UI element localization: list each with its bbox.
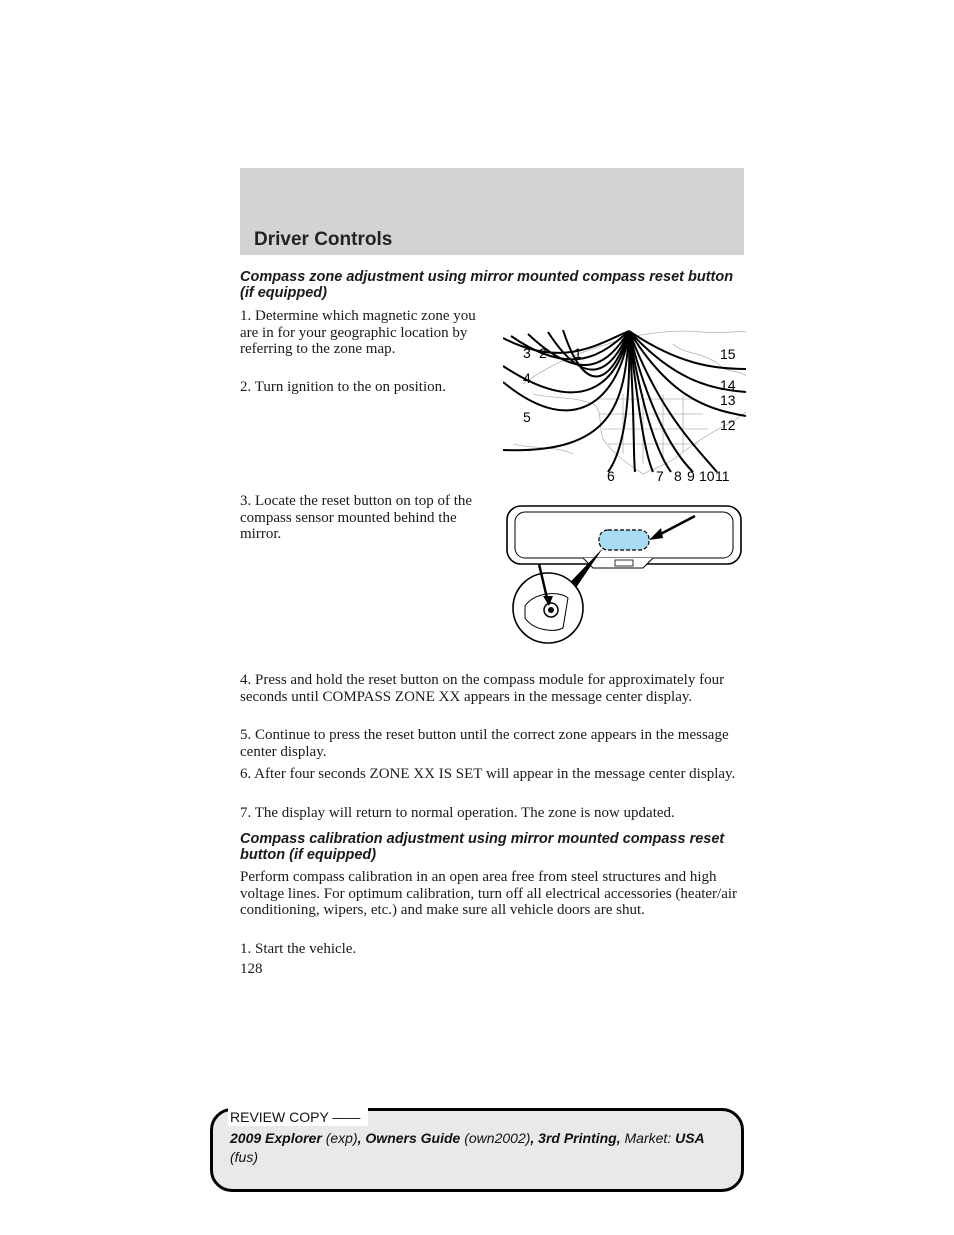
footer-market-label: Market: — [624, 1130, 672, 1146]
compass-module-highlight — [599, 530, 649, 550]
zone-label: 4 — [523, 370, 531, 386]
header-band — [240, 168, 744, 255]
calibration-intro: Perform compass calibration in an open area free from steel structures and high voltage lines. For optimum calibration, turn off all electrical accessories (heater/air conditioning, wipers, etc.) and make sure all vehicle doors are shut. — [240, 869, 738, 918]
zone-step-1: 1. Determine which magnetic zone you are in for your geographic location by referring to the zone map. — [240, 308, 476, 357]
zone-label: 8 — [674, 468, 682, 484]
zone-step-5: 5. Continue to press the reset button until the correct zone appears in the message center display. — [240, 727, 729, 760]
zone-label: 11 — [715, 468, 730, 484]
footer-model-code: (exp) — [325, 1130, 358, 1146]
zone-label: 6 — [607, 468, 615, 484]
zone-step-3: 3. Locate the reset button on top of the compass sensor mounted behind the mirror. — [240, 493, 473, 542]
zone-label: 14 — [720, 377, 736, 393]
zone-label: 7 — [656, 468, 664, 484]
footer-edition-line — [230, 1130, 705, 1147]
magnetic-zone-map — [503, 324, 746, 486]
zone-step-2: 2. Turn ignition to the on position. — [240, 379, 446, 395]
footer-model: 2009 Explorer — [230, 1130, 322, 1146]
zone-label: 1 — [574, 345, 582, 361]
footer-market-code: (fus) — [230, 1149, 258, 1165]
zone-label: 13 — [720, 392, 736, 408]
zone-label: 12 — [720, 417, 736, 433]
zone-label: 10 — [699, 468, 715, 484]
review-copy-label: REVIEW COPY —— — [230, 1109, 361, 1125]
zone-label: 5 — [523, 409, 531, 425]
footer-market: USA — [675, 1130, 705, 1146]
zone-step-6: 6. After four seconds ZONE XX IS SET will appear in the message center display. — [240, 766, 736, 782]
reset-button-center — [548, 607, 554, 613]
zone-step-4: 4. Press and hold the reset button on the compass module for approximately four seconds until COMPASS ZONE XX appears in the message center display. — [240, 672, 725, 705]
footer-guide: , Owners Guide — [357, 1130, 461, 1146]
footer-guide-code: (own2002) — [464, 1130, 531, 1146]
calibration-heading: Compass calibration adjustment using mirror mounted compass reset button (if equipped) — [240, 831, 725, 863]
zone-adjustment-heading: Compass zone adjustment using mirror mounted compass reset button (if equipped) — [240, 269, 734, 301]
zone-step-7: 7. The display will return to normal operation. The zone is now updated. — [240, 805, 675, 821]
zone-label: 9 — [687, 468, 695, 484]
zone-label: 2 — [539, 345, 547, 361]
rearview-mirror-illustration — [503, 498, 746, 648]
page-number: 128 — [240, 961, 263, 977]
page-title: Driver Controls — [254, 229, 393, 250]
zone-label: 15 — [720, 346, 736, 362]
footer-market-code-line — [230, 1149, 258, 1166]
calibration-step-1: 1. Start the vehicle. — [240, 941, 357, 957]
footer-printing: , 3rd Printing, — [530, 1130, 621, 1146]
zone-label: 3 — [523, 345, 531, 361]
